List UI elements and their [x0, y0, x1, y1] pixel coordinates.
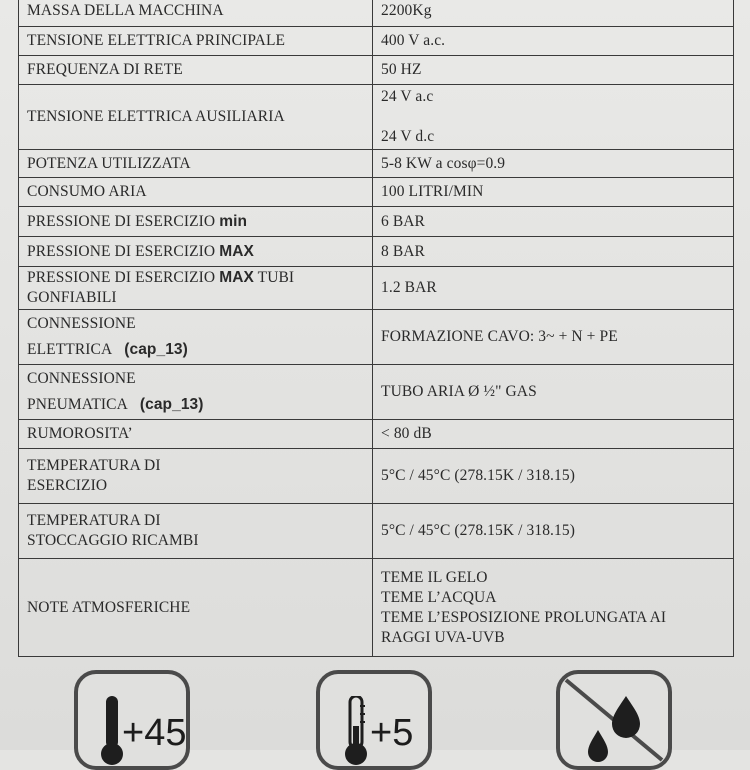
label-text: TEMPERATURA DI — [27, 457, 161, 474]
value-line: TEME L’ESPOSIZIONE PROLUNGATA AI — [381, 608, 667, 626]
row-label — [19, 504, 373, 559]
row-label: TENSIONE ELETTRICA AUSILIARIA — [19, 85, 373, 150]
max-temperature-value: +45 — [122, 712, 187, 754]
table-row — [19, 56, 734, 85]
row-label — [19, 365, 373, 420]
table-row — [19, 85, 734, 150]
row-label: CONSUMO ARIA — [19, 178, 373, 207]
no-water-symbol — [556, 670, 672, 770]
table-row — [19, 310, 734, 365]
label-text: PRESSIONE DI ESERCIZIO — [27, 269, 220, 286]
label-text: PRESSIONE DI ESERCIZIO — [27, 242, 220, 260]
row-value: 1.2 BAR — [373, 267, 734, 310]
label-bold: min — [219, 212, 248, 230]
row-label — [19, 310, 373, 365]
row-label: POTENZA UTILIZZATA — [19, 150, 373, 178]
table-row — [19, 0, 734, 27]
specification-table — [18, 0, 734, 657]
table-row — [19, 504, 734, 559]
label-text: PRESSIONE DI ESERCIZIO — [27, 212, 220, 230]
label-bold: (cap_13) — [139, 396, 204, 413]
table-row — [19, 420, 734, 449]
row-label — [19, 207, 373, 237]
label-text: PNEUMATICA — [27, 396, 128, 413]
table-row — [19, 178, 734, 207]
row-value: 5°C / 45°C (278.15K / 318.15) — [373, 504, 734, 559]
row-value — [373, 85, 734, 150]
value-line: 24 V d.c — [381, 128, 435, 145]
table-row — [19, 27, 734, 56]
table-row — [19, 150, 734, 178]
value-line: RAGGI UVA-UVB — [381, 628, 505, 646]
label-text: ELETTRICA — [27, 341, 113, 358]
row-value: 400 V a.c. — [373, 27, 734, 56]
table-row — [19, 449, 734, 504]
value-line: 24 V a.c — [381, 88, 434, 105]
label-bold: MAX — [219, 242, 254, 260]
label-text: STOCCAGGIO RICAMBI — [27, 532, 199, 549]
row-value: 5-8 KW a cosφ=0.9 — [373, 150, 734, 178]
label-text: ESERCIZIO — [27, 477, 108, 494]
label-bold: MAX — [219, 269, 254, 286]
row-value: 6 BAR — [373, 207, 734, 237]
row-value: < 80 dB — [373, 420, 734, 449]
min-temperature-symbol — [316, 670, 432, 770]
row-label: MASSA DELLA MACCHINA — [19, 0, 373, 27]
min-temperature-value: +5 — [370, 712, 414, 754]
row-label: NOTE ATMOSFERICHE — [19, 559, 373, 657]
row-label — [19, 449, 373, 504]
warning-symbols — [0, 666, 750, 756]
label-text: CONNESSIONE — [27, 315, 136, 332]
row-value: 50 HZ — [373, 56, 734, 85]
no-water-drops-icon — [560, 674, 668, 766]
row-value: 8 BAR — [373, 237, 734, 267]
row-label — [19, 237, 373, 267]
value-line: TEME IL GELO — [381, 568, 488, 586]
label-text: TUBI — [253, 269, 295, 286]
table-row — [19, 237, 734, 267]
row-label: FREQUENZA DI RETE — [19, 56, 373, 85]
row-value: FORMAZIONE CAVO: 3~ + N + PE — [373, 310, 734, 365]
row-label — [19, 267, 373, 310]
table-row — [19, 267, 734, 310]
max-temperature-symbol — [74, 670, 190, 770]
row-value: 5°C / 45°C (278.15K / 318.15) — [373, 449, 734, 504]
value-line: TEME L’ACQUA — [381, 588, 497, 606]
row-value: 100 LITRI/MIN — [373, 178, 734, 207]
row-value: 2200Kg — [373, 0, 734, 27]
row-label: RUMOROSITA’ — [19, 420, 373, 449]
row-value — [373, 559, 734, 657]
label-text: CONNESSIONE — [27, 370, 136, 387]
row-label: TENSIONE ELETTRICA PRINCIPALE — [19, 27, 373, 56]
label-text: TEMPERATURA DI — [27, 512, 161, 529]
label-bold: (cap_13) — [124, 341, 188, 358]
label-text: GONFIABILI — [27, 289, 117, 306]
row-value: TUBO ARIA Ø ½" GAS — [373, 365, 734, 420]
table-row — [19, 365, 734, 420]
table-row — [19, 207, 734, 237]
table-row — [19, 559, 734, 657]
